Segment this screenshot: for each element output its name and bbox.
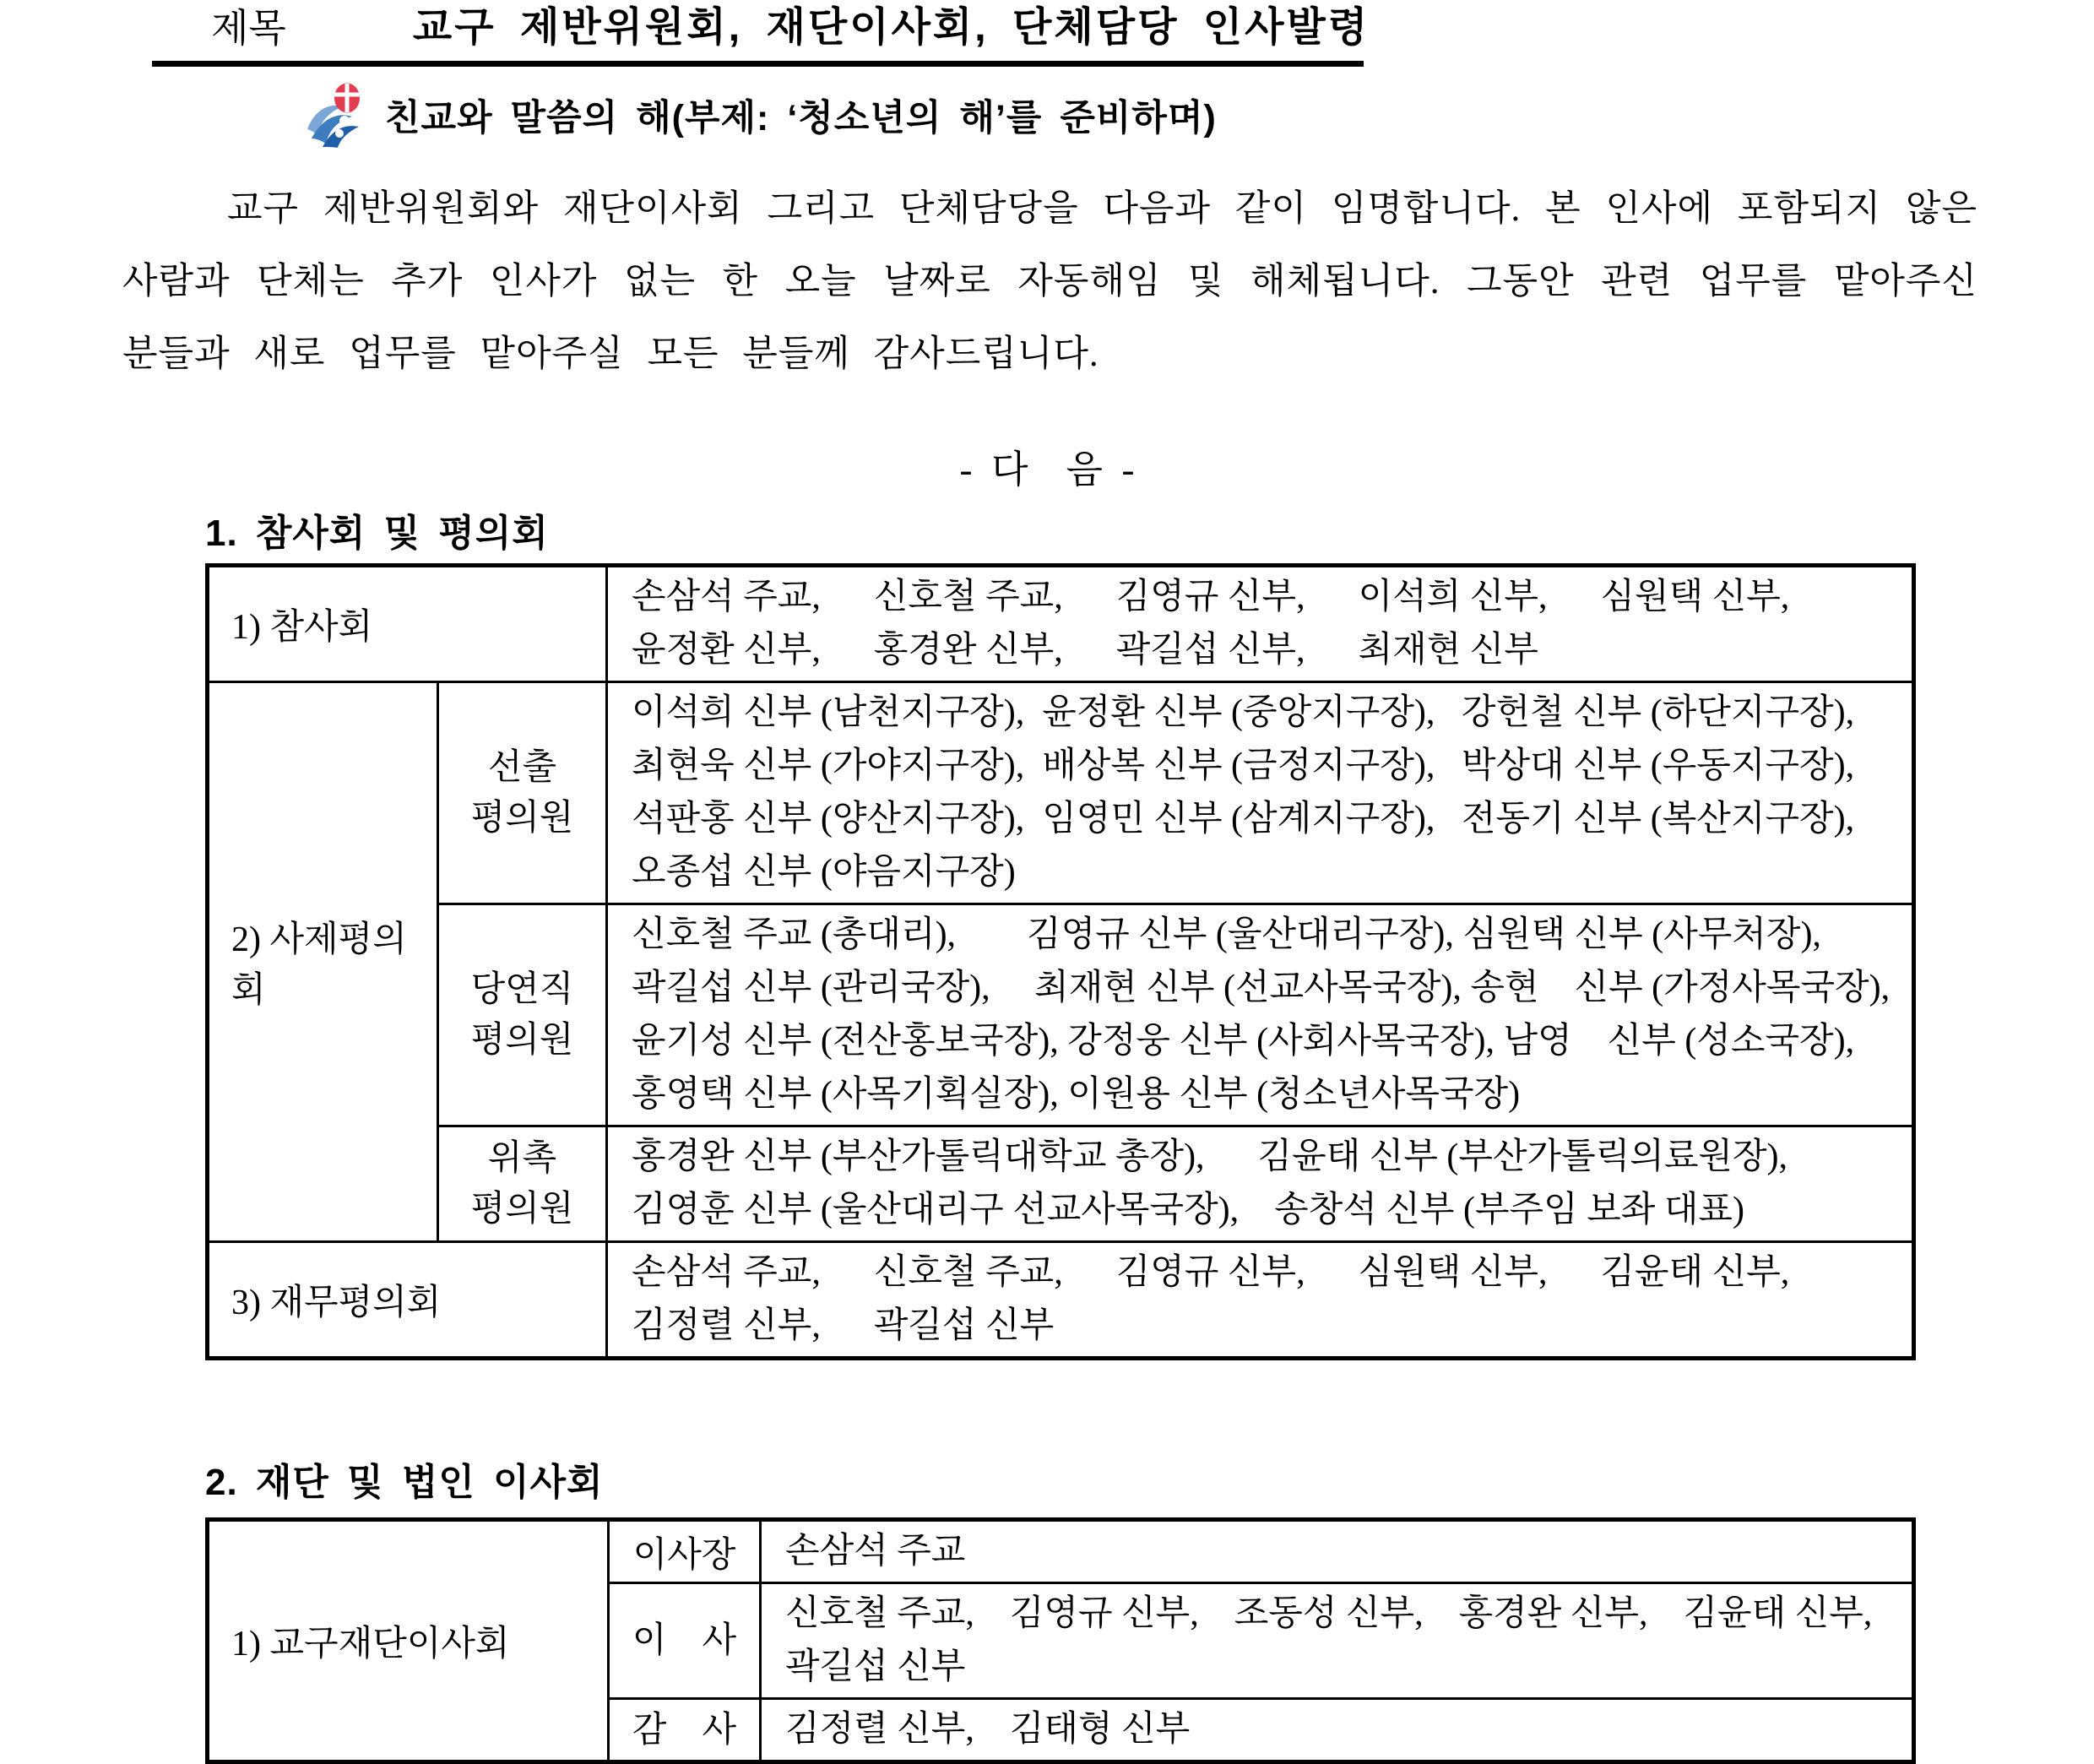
member-list-cell <box>607 1242 1914 1359</box>
member-list-line: 최현욱 신부 (가야지구장), 배상복 신부 (금정지구장), 박상대 신부 (우동지구장), <box>632 746 1855 785</box>
row-label-jaemu: 3) 재무평의회 <box>208 1242 607 1359</box>
title-divider <box>152 61 1364 67</box>
table-row <box>208 904 1914 1126</box>
member-list-line: 홍영택 신부 (사목기획실장), 이원용 신부 (청소년사목국장) <box>632 1075 1521 1114</box>
member-list-cell <box>607 566 1914 682</box>
member-list-cell <box>607 1126 1914 1242</box>
member-list-cell <box>607 904 1914 1126</box>
section-1-heading: 1. 참사회 및 평의회 <box>205 513 549 554</box>
member-list-line: 손삼석 주교, 신호철 주교, 김영규 신부, 심원택 신부, 김윤태 신부, <box>632 1253 1790 1292</box>
slogan-text: 친교와 말씀의 해(부제: ‘청소년의 해’를 준비하며) <box>385 97 1217 138</box>
member-list-line: 김영훈 신부 (울산대리구 선교사목국장), 송창석 신부 (부주임 보좌 대표) <box>632 1191 1744 1229</box>
page-title: 교구 제반위원회, 재단이사회, 단체담당 인사발령 <box>412 5 1370 50</box>
wave-cross-logo-icon <box>306 82 370 148</box>
daum-divider: - 다 음 - <box>959 448 1135 491</box>
table-row <box>208 1126 1914 1242</box>
row-label-chamsahoe: 1) 참사회 <box>208 566 607 682</box>
member-list-line: 손삼석 주교, 신호철 주교, 김영규 신부, 이석희 신부, 심원택 신부, <box>632 578 1790 616</box>
member-list-line: 신호철 주교 (총대리), 김영규 신부 (울산대리구장), 심원택 신부 (사무처장), <box>632 915 1821 954</box>
foundation-table <box>205 1517 1916 1764</box>
member-list-line: 곽길섭 신부 (관리국장), 최재현 신부 (선교사목국장), 송현 신부 (가정사목국장), <box>632 969 1891 1007</box>
title-label: 제목 <box>211 7 286 50</box>
member-list-line: 윤기성 신부 (전산홍보국장), 강정웅 신부 (사회사목국장), 남영 신부 (성소국장), <box>632 1022 1855 1061</box>
member-list-line: 손삼석 주교 <box>785 1532 966 1571</box>
member-list-line: 오종섭 신부 (야음지구장) <box>632 853 1016 892</box>
title-row <box>0 0 2094 51</box>
position-label-isa: 이 사 <box>609 1583 761 1699</box>
member-list-line: 윤정환 신부, 홍경완 신부, 곽길섭 신부, 최재현 신부 <box>632 631 1538 670</box>
row-label-sajepyeonguihoe: 2) 사제평의회 <box>208 682 438 1242</box>
body-paragraph: 교구 제반위원회와 재단이사회 그리고 단체담당을 다음과 같이 임명합니다. 본 인사에 포함되지 않은 사람과 단체는 추가 인사가 없는 한 오늘 날짜로 자동해임 및 해체됩니다. 그동안 관련 업무를 맡아주신 분들과 새로 업무를 맡아주실 모든 분들께 감사드립니다. <box>122 189 1977 374</box>
table-row <box>208 682 1914 904</box>
member-list-cell <box>607 682 1914 904</box>
table-row <box>208 566 1914 682</box>
member-list-line: 곽길섭 신부 <box>785 1647 966 1686</box>
member-list-line: 이석희 신부 (남천지구장), 윤정환 신부 (중앙지구장), 강헌철 신부 (하단지구장), <box>632 693 1855 732</box>
position-label-gamsa: 감 사 <box>609 1699 761 1762</box>
table-row <box>208 1520 1914 1583</box>
row-label-gyogujaedan: 1) 교구재단이사회 <box>208 1520 609 1762</box>
subrow-label-seonchul: 선출 평의원 <box>438 682 607 904</box>
member-list-cell <box>761 1699 1914 1762</box>
table-row <box>208 1242 1914 1359</box>
subrow-label-wichok: 위촉 평의원 <box>438 1126 607 1242</box>
member-list-line: 신호철 주교, 김영규 신부, 조동성 신부, 홍경완 신부, 김윤태 신부, <box>785 1594 1873 1633</box>
position-label-isajang: 이사장 <box>609 1520 761 1583</box>
slogan-row <box>306 82 2094 148</box>
committees-table <box>205 563 1916 1360</box>
subrow-label-dangyeonjik: 당연직 평의원 <box>438 904 607 1126</box>
member-list-line: 김정렬 신부, 곽길섭 신부 <box>632 1306 1055 1345</box>
section-2-heading: 2. 재단 및 법인 이사회 <box>205 1462 604 1503</box>
member-list-line: 석판홍 신부 (양산지구장), 임영민 신부 (삼계지구장), 전동기 신부 (복산지구장), <box>632 800 1855 839</box>
member-list-line: 김정렬 신부, 김태형 신부 <box>785 1710 1191 1749</box>
member-list-cell <box>761 1583 1914 1699</box>
member-list-cell <box>761 1520 1914 1583</box>
member-list-line: 홍경완 신부 (부산가톨릭대학교 총장), 김윤태 신부 (부산가톨릭의료원장), <box>632 1137 1788 1176</box>
